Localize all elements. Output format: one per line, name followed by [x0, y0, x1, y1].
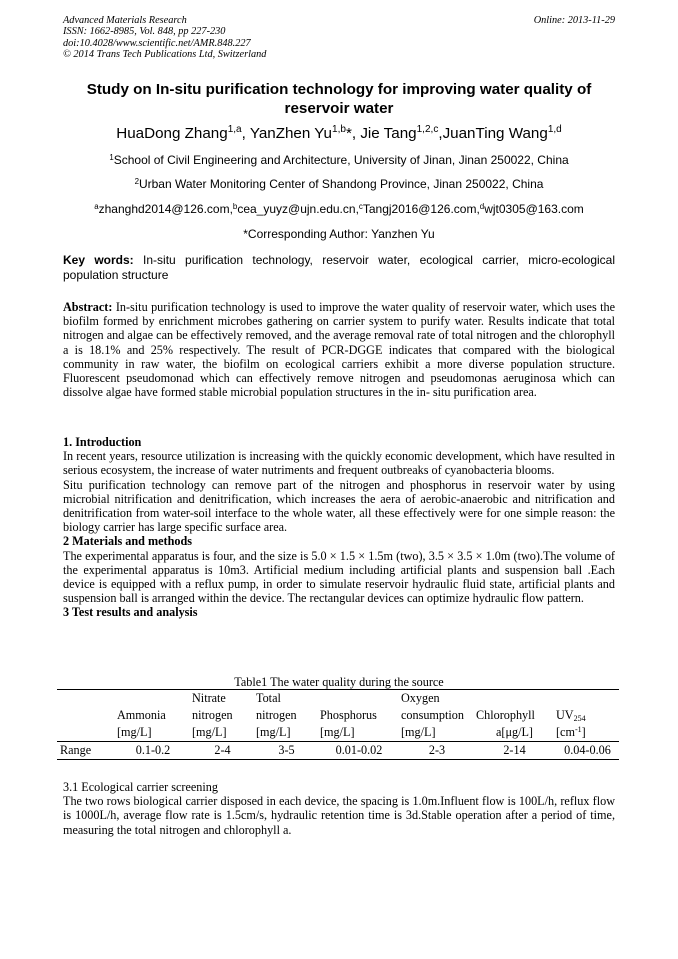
section-heading-methods: 2 Materials and methods — [63, 534, 192, 549]
paper-title: Study on In-situ purification technology for improving water quality of reservoir water — [86, 81, 592, 117]
email-address: Tangj2016@126.com, — [362, 202, 480, 216]
email-marker: c — [358, 201, 363, 211]
table-cell: 0.04-0.06 — [553, 742, 619, 760]
table-header-cell — [114, 690, 189, 707]
author-list — [63, 124, 615, 144]
section-heading-introduction: 1. Introduction — [63, 435, 142, 449]
copyright-line: © 2014 Trans Tech Publications Ltd, Switzerland — [63, 48, 267, 60]
carrier-screening-paragraph: The two rows biological carrier disposed in each device, the spacing is 1.0m.Influent flow is 100L/h, reflux flow is 1000L/h, average flow rate is 1.5cm/s, hydraulic retention time is 3d.Stable operation after a period of time, measuring the total nitrogen and chlorophyll a. — [63, 794, 615, 837]
table-cell: 0.01-0.02 — [317, 742, 398, 760]
table-header-cell: consumption — [401, 708, 464, 722]
table-cell: 3-5 — [253, 742, 317, 760]
table-header-cell: a[μg/L] — [473, 724, 553, 742]
table-header-cell: nitrogen — [256, 708, 297, 722]
table-header-cell: [mg/L] — [253, 724, 317, 742]
water-quality-table — [57, 689, 619, 760]
section-heading-results: 3 Test results and analysis — [63, 605, 198, 620]
section-heading-carrier-screening: 3.1 Ecological carrier screening — [63, 780, 218, 794]
author-name: YanZhen Yu — [249, 125, 333, 142]
author-affiliation-marker: 1,d — [547, 124, 562, 136]
abstract — [63, 300, 615, 399]
author-affiliation-marker: 1,a — [227, 124, 242, 136]
email-marker: d — [479, 201, 485, 211]
affiliation-2 — [63, 177, 615, 192]
author-name: JuanTing Wang — [442, 125, 548, 142]
table-header-cell: Ammonia — [117, 708, 166, 722]
abstract-label: Abstract: — [63, 300, 113, 314]
uv-label: UV — [556, 708, 574, 722]
affiliation-marker: 2 — [134, 176, 139, 186]
table-header-cell: Chlorophyll — [476, 708, 535, 722]
table-header-row — [57, 724, 619, 742]
author-name: Jie Tang — [360, 125, 417, 142]
table-header-cell: [mg/L] — [317, 724, 398, 742]
journal-name: Advanced Materials Research — [63, 15, 187, 26]
table-header-cell: nitrogen — [192, 708, 233, 722]
uv-unit-close: ] — [581, 725, 586, 739]
table-header-cell: Nitrate — [192, 691, 226, 705]
issn-line: ISSN: 1662-8985, Vol. 848, pp 227-230 — [63, 26, 226, 38]
affiliation-text: Urban Water Monitoring Center of Shandong Province, Jinan 250022, China — [138, 177, 544, 191]
table-header-cell — [553, 690, 619, 707]
table-row — [57, 742, 619, 760]
abstract-text: In-situ purification technology is used to improve the water quality of reservoir water, which uses the biofilm formed by enrichment microbes gathering on carrier system to purify water. Results indicate that total nitrogen and algae can be effectively removed, and the average removal rate of total nitrogen and the chlorophyll a is 18.1% and 25% respectively. The result of PCR-DGGE indicates that compared with the biological community in raw water, the biofilm on ecological carriers exhibit a more diverse population structure. Fluorescent pseudomonad which can effectively remove nitrogen and pseudomonas aeruginosa which can dissolve algae have formed stable microbial population structures in the in- situ purification area. — [63, 300, 615, 400]
email-address: wjt0305@163.com — [484, 202, 584, 216]
email-marker: a — [94, 201, 99, 211]
table-header-cell — [57, 690, 114, 707]
body-sections — [63, 435, 615, 620]
table-header-cell: [mg/L] — [398, 724, 473, 742]
table-header-cell — [553, 707, 619, 724]
author-separator: *, — [345, 125, 361, 142]
table-cell: Range — [57, 742, 114, 760]
methods-paragraph: The experimental apparatus is four, and the size is 5.0 × 1.5 × 1.5m (two), 3.5 × 3.5 × 1.0m (two).The volume of the experimental apparatus is 10m3. Artificial medium including artificial plants and suspension ball .Each device is equipped with a reflux pump, in order to simulate reservoir hydraulic fluid state, artificial plants and suspension ball is arranged within the device. The rectangular devices can optimize hydraulic flow pattern. — [63, 548, 615, 606]
journal-header — [63, 15, 615, 60]
author-affiliation-marker: 1,2,c — [416, 124, 439, 136]
online-date: Online: 2013-11-29 — [533, 15, 615, 26]
table-header-cell — [553, 724, 619, 742]
table-header-row — [57, 690, 619, 707]
email-address: cea_yuyz@ujn.edu.cn, — [237, 202, 359, 216]
table-header-cell — [473, 690, 553, 707]
table-caption: Table1 The water quality during the source — [234, 675, 444, 689]
uv-unit-exponent: -1 — [574, 724, 582, 734]
table-header-cell: [mg/L] — [114, 724, 189, 742]
table-header-cell — [57, 724, 114, 742]
table-header-cell: Oxygen — [401, 691, 440, 705]
table-header-row — [57, 707, 619, 724]
keywords-label: Key words: — [63, 253, 134, 267]
keywords — [63, 253, 615, 283]
introduction-paragraph: Situ purification technology can remove part of the nitrogen and phosphorus in reservoir water by using microbial nitrification and denitrification, which increases the aera of aerobic-anaerobic and nitrification and denitrification from water-soil interface to the whole water, all these effectively were for one simple reason: the biology carrier has large specific surface area. — [63, 477, 615, 535]
affiliation-marker: 1 — [109, 152, 114, 162]
corresponding-author: *Corresponding Author: Yanzhen Yu — [243, 227, 435, 241]
table-header-cell — [317, 690, 398, 707]
affiliation-1 — [63, 153, 615, 168]
introduction-paragraph: In recent years, resource utilization is increasing with the quickly economic development, which have resulted in serious ecosystem, the increase of water nutriments and frequent outbreaks of cyanobacteria blooms. — [63, 449, 615, 478]
email-list — [63, 202, 615, 217]
author-separator: , — [438, 125, 443, 142]
table-cell: 0.1-0.2 — [114, 742, 189, 760]
author-separator: , — [241, 125, 250, 142]
author-name: HuaDong Zhang — [116, 125, 228, 142]
email-marker: b — [232, 201, 238, 211]
affiliation-text: School of Civil Engineering and Architecture, University of Jinan, Jinan 250022, China — [113, 153, 569, 167]
table-header-cell — [57, 707, 114, 724]
doi-line: doi:10.4028/www.scientific.net/AMR.848.227 — [63, 37, 251, 49]
table-header-cell: [mg/L] — [189, 724, 253, 742]
table-cell: 2-14 — [473, 742, 553, 760]
keywords-text: In-situ purification technology, reservoir water, ecological carrier, micro-ecological population structure — [63, 253, 615, 282]
uv-wavelength: 254 — [573, 714, 586, 724]
table-header-cell: Total — [256, 691, 281, 705]
email-address: zhanghd2014@126.com, — [98, 202, 233, 216]
section-3-1 — [63, 780, 615, 837]
author-affiliation-marker: 1,b — [332, 124, 346, 136]
table-cell: 2-4 — [189, 742, 253, 760]
uv-unit: [cm — [556, 725, 575, 739]
table-header-cell: Phosphorus — [320, 708, 377, 722]
table-cell: 2-3 — [398, 742, 473, 760]
